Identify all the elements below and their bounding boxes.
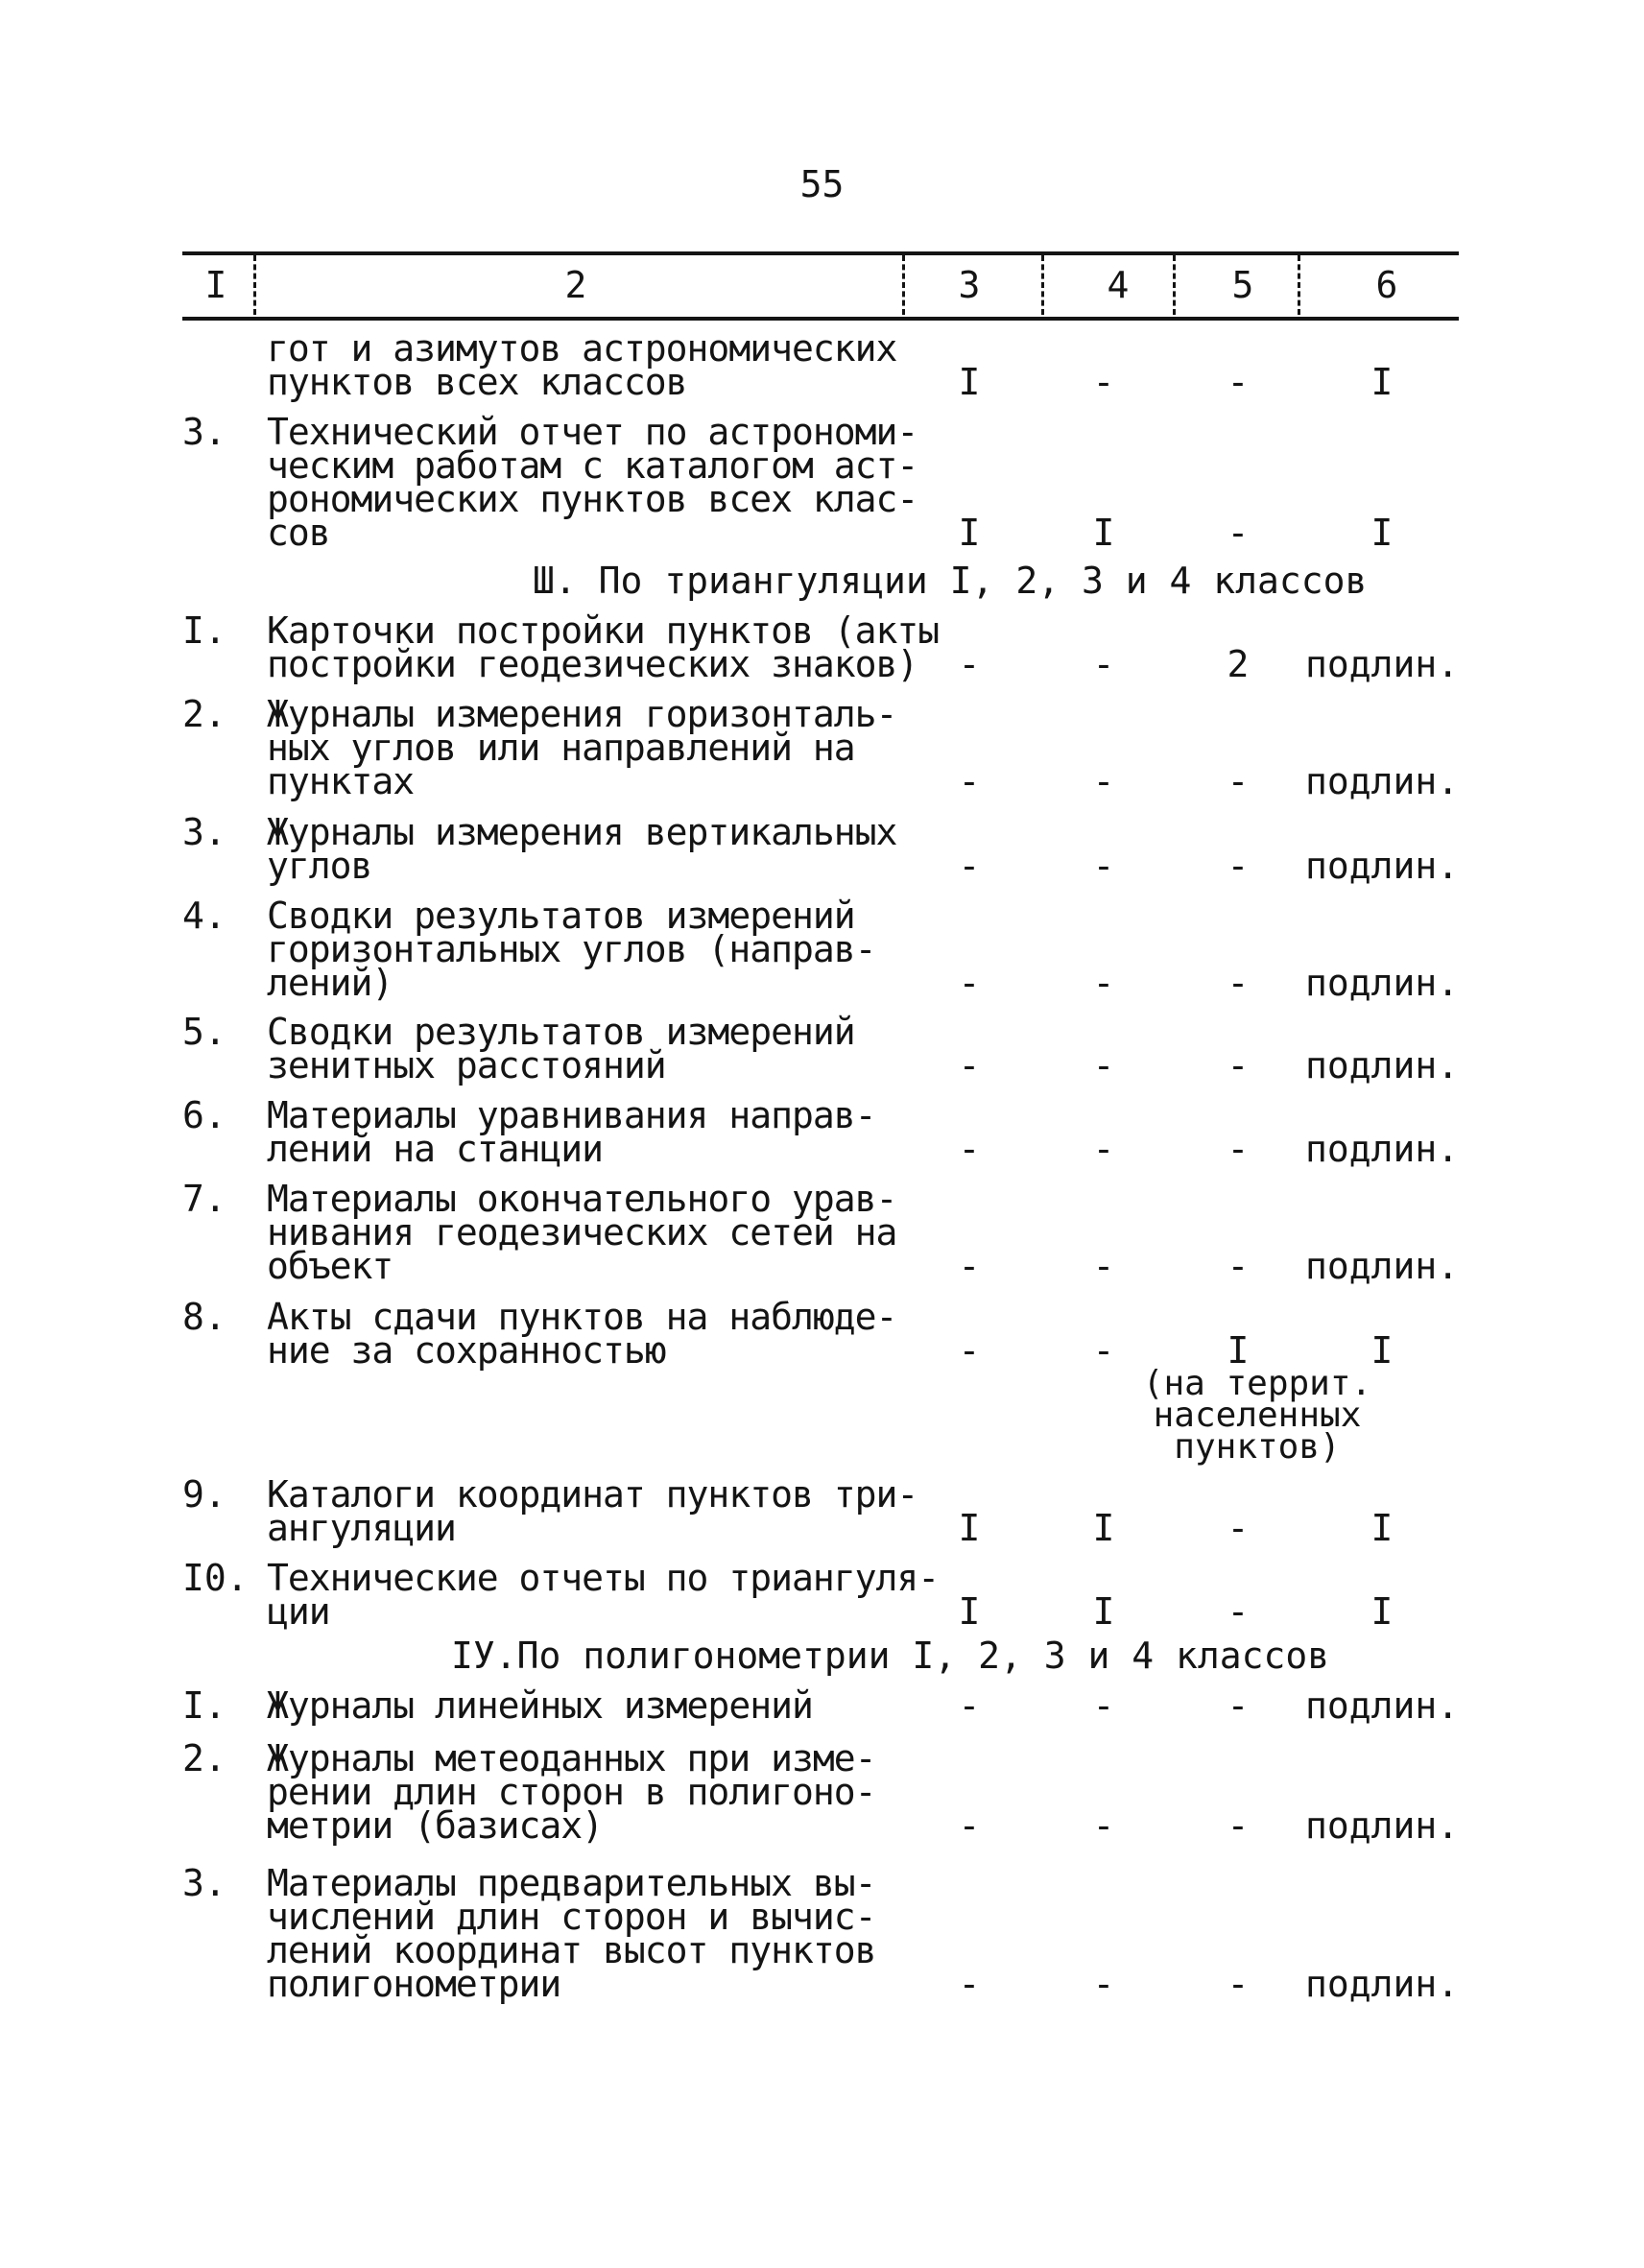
row-number: I.: [182, 1684, 226, 1727]
description-line: объект: [267, 1245, 393, 1287]
cell-col-4: -: [1092, 1329, 1115, 1372]
description-line: гот и азимутов астрономических: [267, 327, 897, 370]
header-col-4: 4: [1107, 264, 1130, 306]
description-line: Технические отчеты по триангуля-: [267, 1557, 940, 1599]
description-line: Технический отчет по астрономи-: [267, 411, 918, 453]
cell-col-6: I: [1370, 1590, 1394, 1633]
cell-col-6: подлин.: [1305, 1128, 1460, 1170]
cell-col-4: -: [1092, 361, 1115, 403]
row-number: I0.: [182, 1557, 249, 1599]
header-col-3: 3: [958, 264, 981, 306]
cell-col-4: -: [1092, 643, 1115, 685]
description-line: числений длин сторон и вычис-: [267, 1896, 876, 1938]
row-number: 4.: [182, 895, 226, 937]
row-number: 2.: [182, 1737, 226, 1779]
cell-col-6: I: [1370, 1507, 1394, 1549]
cell-col-4: -: [1092, 1963, 1115, 2005]
description-line: Сводки результатов измерений: [267, 1011, 855, 1053]
cell-col-3: -: [958, 1963, 981, 2005]
description-line: Журналы измерения горизонталь-: [267, 693, 897, 735]
description-line: Сводки результатов измерений: [267, 895, 855, 937]
row-description: [267, 1557, 958, 1633]
cell-col-3: I: [958, 1507, 981, 1549]
description-line: метрии (базисах): [267, 1804, 604, 1847]
cell-col-5: -: [1227, 512, 1250, 554]
description-line: Материалы окончательного урав-: [267, 1178, 897, 1220]
cell-col-6: подлин.: [1305, 1804, 1460, 1847]
cell-col-6: I: [1370, 1329, 1394, 1372]
cell-col-4: -: [1092, 845, 1115, 887]
cell-col-3: -: [958, 760, 981, 802]
header-col-6: 6: [1375, 264, 1398, 306]
cell-col-5: -: [1227, 1128, 1250, 1170]
cell-col-4: -: [1092, 1044, 1115, 1086]
cell-col-5: -: [1227, 845, 1250, 887]
row-description: [267, 1178, 958, 1287]
cell-col-6: I: [1370, 512, 1394, 554]
cell-col-3: -: [958, 962, 981, 1004]
table-top-rule: [182, 251, 1459, 255]
description-line: Карточки постройки пунктов (акты: [267, 609, 940, 652]
row-description: [267, 327, 958, 403]
description-line: лений на станции: [267, 1128, 604, 1170]
description-line: ангуляции: [267, 1507, 456, 1549]
description-line: Акты сдачи пунктов на наблюде-: [267, 1296, 897, 1338]
row-number: 6.: [182, 1094, 226, 1136]
note-line: (на террит.: [1142, 1364, 1372, 1403]
cell-col-5: -: [1227, 1044, 1250, 1086]
description-line: Каталоги координат пунктов три-: [267, 1473, 918, 1516]
description-line: Материалы предварительных вы-: [267, 1862, 876, 1904]
row-description: [267, 609, 958, 685]
row-description: [267, 693, 958, 802]
description-line: пунктах: [267, 760, 415, 802]
cell-col-4: -: [1092, 1684, 1115, 1727]
cell-col-3: -: [958, 845, 981, 887]
cell-col-3: -: [958, 1804, 981, 1847]
description-line: рении длин сторон в полигоно-: [267, 1771, 876, 1813]
cell-col-4: -: [1092, 962, 1115, 1004]
description-line: Материалы уравнивания направ-: [267, 1094, 876, 1136]
cell-col-4: I: [1092, 1507, 1115, 1549]
cell-col-6: подлин.: [1305, 1963, 1460, 2005]
cell-col-3: -: [958, 643, 981, 685]
note-line: пунктов): [1174, 1427, 1341, 1467]
page-number: 55: [799, 163, 845, 205]
cell-col-3: -: [958, 1128, 981, 1170]
description-line: Журналы линейных измерений: [267, 1684, 813, 1727]
description-line: постройки геодезических знаков): [267, 643, 918, 685]
description-line: лений): [267, 962, 393, 1004]
row-number: 2.: [182, 693, 226, 735]
cell-col-5: -: [1227, 1507, 1250, 1549]
header-separator: [1173, 255, 1176, 315]
row-number: 3.: [182, 1862, 226, 1904]
row-description: [267, 1094, 958, 1170]
row-description: [267, 1737, 958, 1847]
description-line: ции: [267, 1590, 330, 1633]
description-line: нивания геодезических сетей на: [267, 1211, 897, 1253]
description-line: ние за сохранностью: [267, 1329, 666, 1372]
row-description: [267, 1011, 958, 1086]
section-heading-triangulation: Ш. По триангуляции I, 2, 3 и 4 классов: [533, 560, 1368, 602]
cell-col-5: -: [1227, 361, 1250, 403]
cell-col-4: -: [1092, 760, 1115, 802]
cell-col-5: -: [1227, 760, 1250, 802]
row-number: 3.: [182, 411, 226, 453]
description-line: рономических пунктов всех клас-: [267, 478, 918, 520]
row-description: [267, 811, 958, 887]
description-line: полигонометрии: [267, 1963, 561, 2005]
cell-col-5: I: [1227, 1329, 1250, 1372]
header-col-2: 2: [564, 264, 587, 306]
description-line: Журналы измерения вертикальных: [267, 811, 897, 853]
row-number: 5.: [182, 1011, 226, 1053]
description-line: Журналы метеоданных при изме-: [267, 1737, 876, 1779]
cell-col-6: подлин.: [1305, 760, 1460, 802]
description-line: зенитных расстояний: [267, 1044, 666, 1086]
cell-col-5: 2: [1227, 643, 1250, 685]
cell-col-6: подлин.: [1305, 643, 1460, 685]
cell-col-3: -: [958, 1329, 981, 1372]
description-line: ческим работам с каталогом аст-: [267, 444, 918, 487]
cell-col-3: -: [958, 1245, 981, 1287]
description-line: горизонтальных углов (направ-: [267, 928, 876, 970]
cell-col-5: -: [1227, 962, 1250, 1004]
row-number: 9.: [182, 1473, 226, 1516]
description-line: пунктов всех классов: [267, 361, 687, 403]
header-separator: [902, 255, 905, 315]
row-description: [267, 1862, 958, 2005]
cell-col-3: -: [958, 1044, 981, 1086]
header-col-1: I: [204, 264, 227, 306]
cell-col-6: подлин.: [1305, 1044, 1460, 1086]
cell-col-4: -: [1092, 1128, 1115, 1170]
cell-col-6: подлин.: [1305, 1684, 1460, 1727]
cell-col-6: подлин.: [1305, 845, 1460, 887]
cell-col-3: I: [958, 1590, 981, 1633]
description-line: сов: [267, 512, 330, 554]
cell-col-4: I: [1092, 1590, 1115, 1633]
row-number: 7.: [182, 1178, 226, 1220]
header-separator: [1041, 255, 1044, 315]
header-separator: [253, 255, 256, 315]
row-number: I.: [182, 609, 226, 652]
row-number: 8.: [182, 1296, 226, 1338]
cell-col-5: -: [1227, 1245, 1250, 1287]
cell-col-3: I: [958, 512, 981, 554]
cell-col-6: I: [1370, 361, 1394, 403]
description-line: лений координат высот пунктов: [267, 1929, 876, 1971]
description-line: углов: [267, 845, 372, 887]
cell-col-6: подлин.: [1305, 1245, 1460, 1287]
table-header-bottom-rule: [182, 317, 1459, 321]
cell-col-5: -: [1227, 1684, 1250, 1727]
cell-col-3: -: [958, 1684, 981, 1727]
row-number: 3.: [182, 811, 226, 853]
cell-col-6: подлин.: [1305, 962, 1460, 1004]
row-description: [267, 1473, 958, 1549]
section-heading-polygonometry: IУ.По полигонометрии I, 2, 3 и 4 классов: [451, 1635, 1330, 1677]
cell-col-5: -: [1227, 1590, 1250, 1633]
row-description: [267, 1684, 958, 1727]
header-col-5: 5: [1231, 264, 1254, 306]
row-description: [267, 1296, 958, 1372]
row-note: [1132, 1364, 1382, 1467]
cell-col-5: -: [1227, 1804, 1250, 1847]
row-description: [267, 411, 958, 554]
cell-col-4: -: [1092, 1245, 1115, 1287]
note-line: населенных: [1153, 1396, 1362, 1435]
cell-col-3: I: [958, 361, 981, 403]
cell-col-4: -: [1092, 1804, 1115, 1847]
cell-col-4: I: [1092, 512, 1115, 554]
cell-col-5: -: [1227, 1963, 1250, 2005]
description-line: ных углов или направлений на: [267, 727, 855, 769]
row-description: [267, 895, 958, 1004]
header-separator: [1298, 255, 1300, 315]
